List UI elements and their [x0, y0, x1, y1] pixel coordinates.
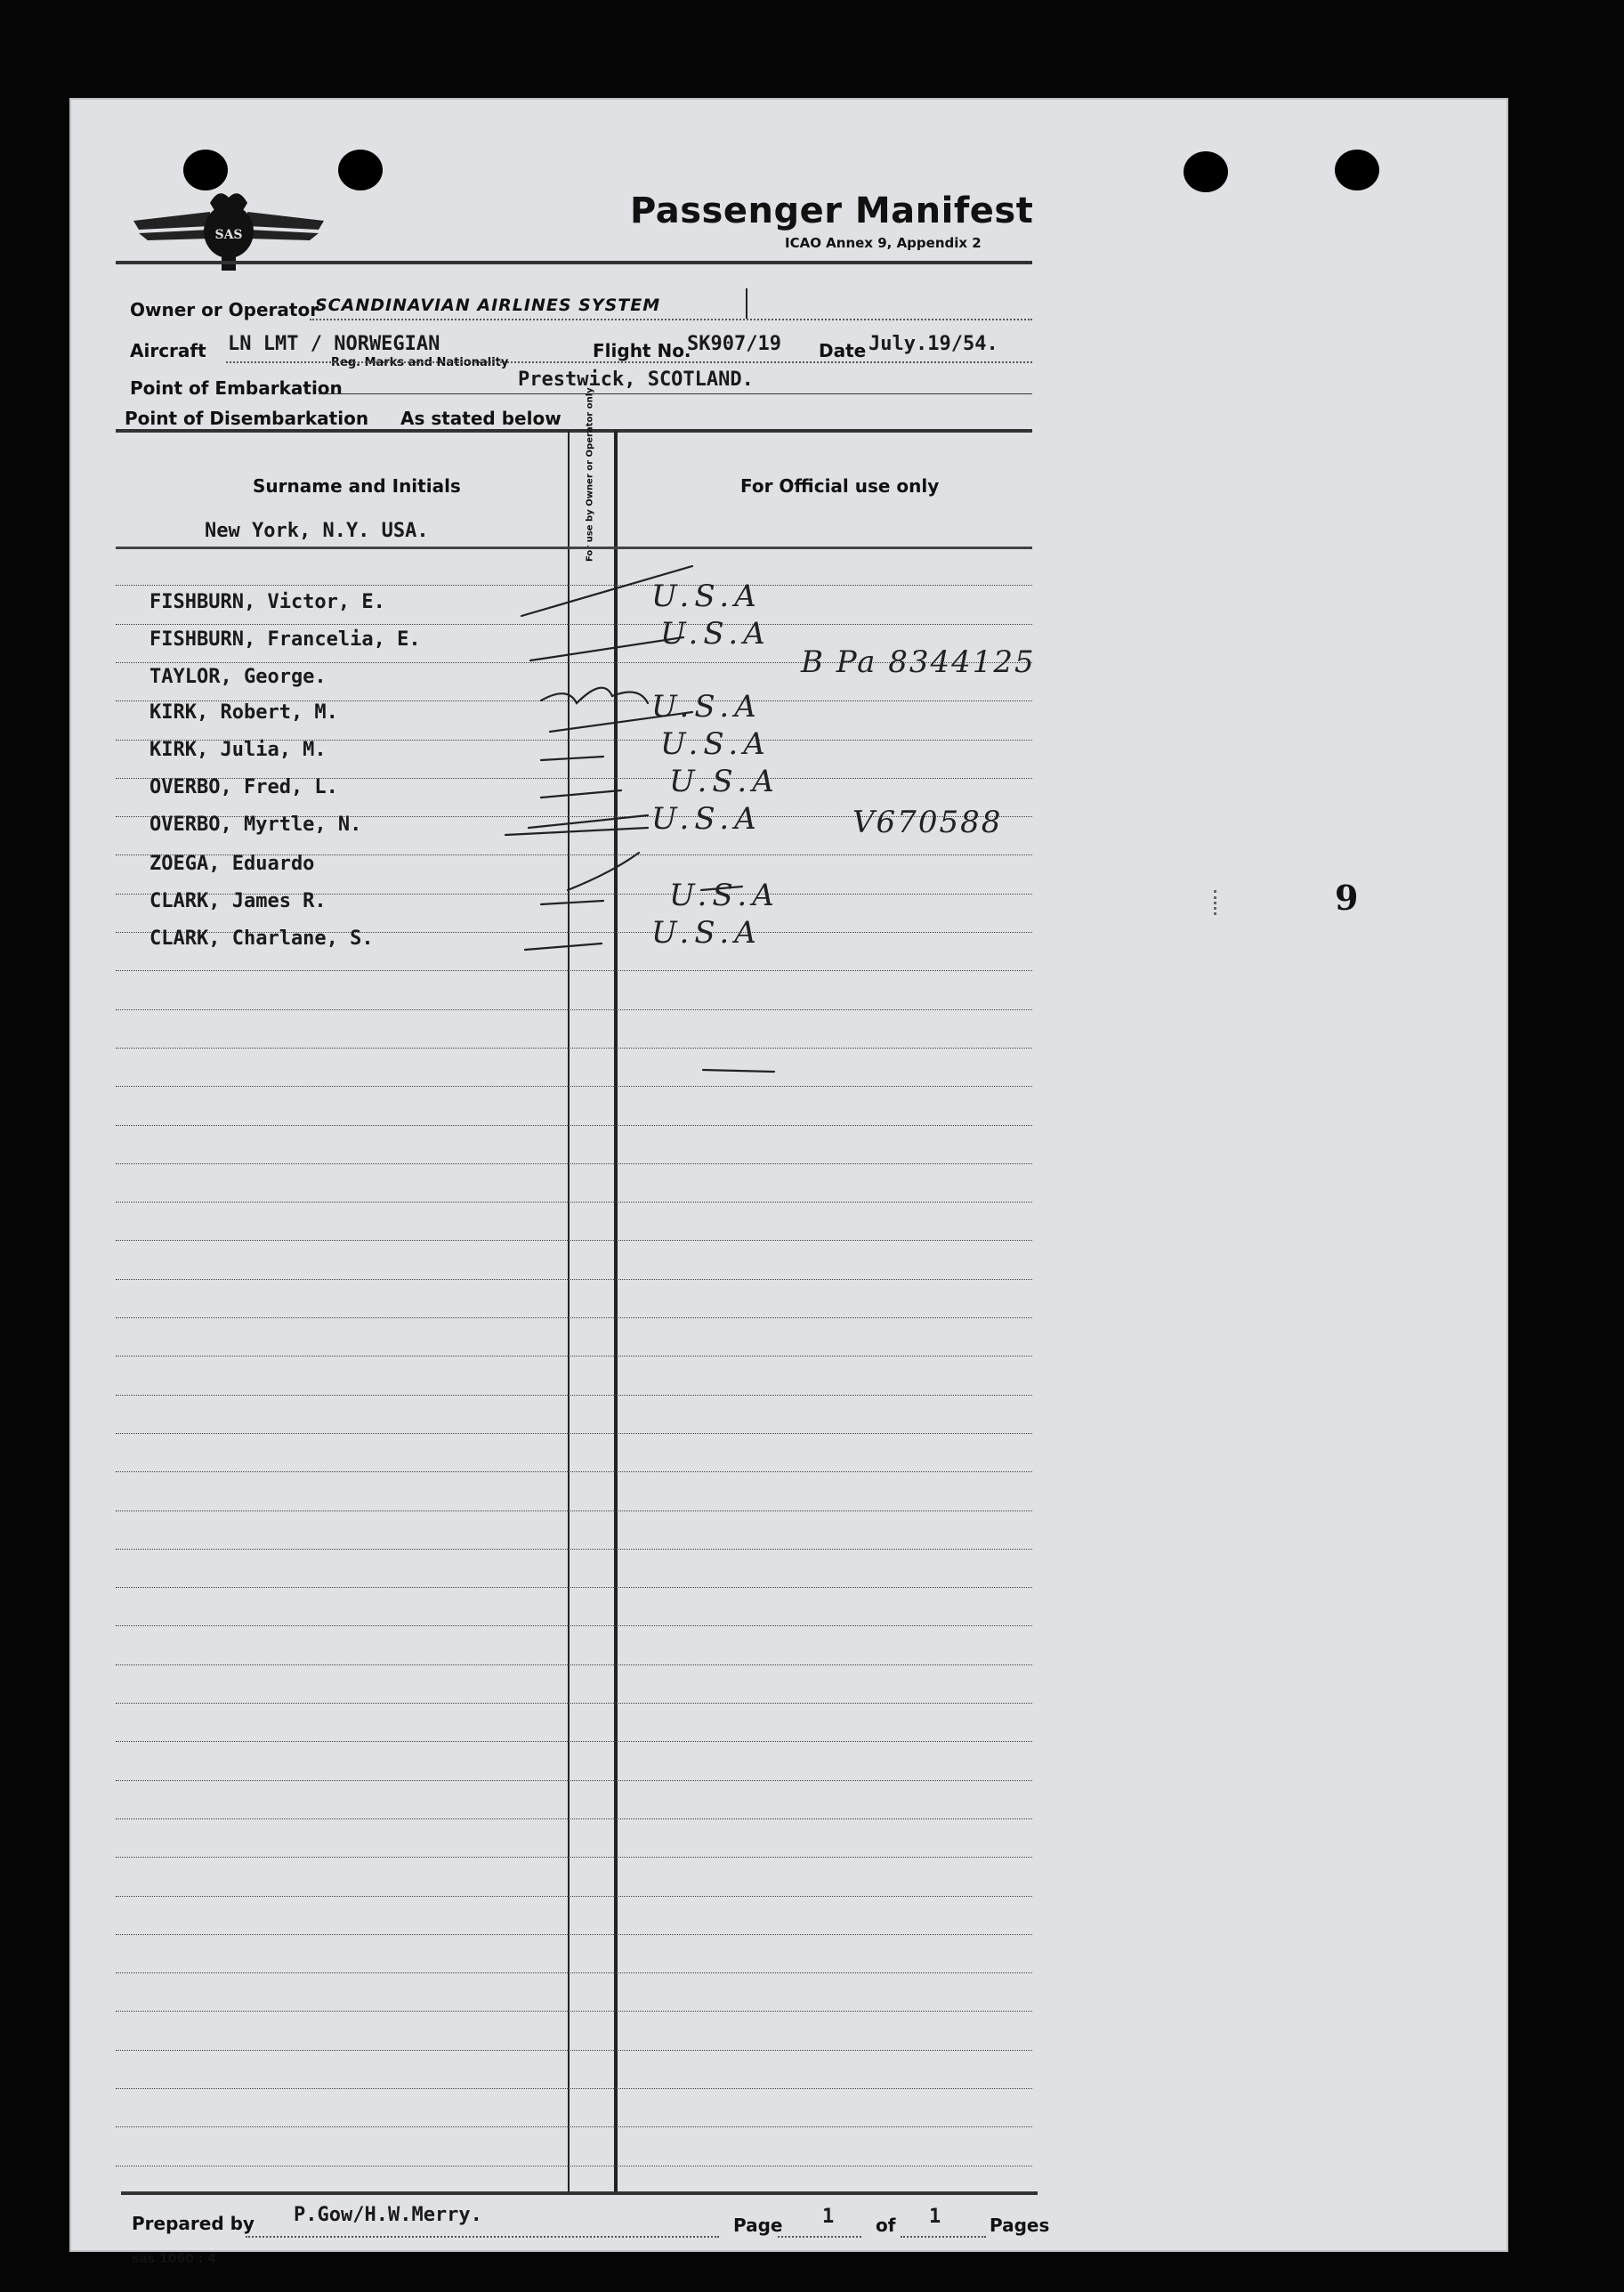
official-note: B Pa 8344125: [801, 644, 1036, 680]
prepared-line: [246, 2236, 719, 2238]
date-value: July.19/54.: [869, 333, 998, 355]
passenger-name: FISHBURN, Francelia, E.: [149, 628, 421, 651]
embark-value: Prestwick, SCOTLAND.: [518, 369, 754, 391]
form-code: sas 1060 : 4: [132, 2252, 217, 2266]
passenger-name: KIRK, Julia, M.: [149, 739, 327, 761]
passenger-name: KIRK, Robert, M.: [149, 701, 338, 724]
official-entry: U.S.A: [651, 579, 762, 614]
footer-rule: [121, 2191, 1038, 2195]
date-label: Date: [819, 340, 867, 361]
passenger-name: OVERBO, Myrtle, N.: [149, 814, 362, 836]
destination-header: New York, N.Y. USA.: [205, 520, 429, 542]
page-subtitle: ICAO Annex 9, Appendix 2: [785, 235, 982, 251]
owner-value: SCANDINAVIAN AIRLINES SYSTEM: [315, 296, 661, 315]
side-page-mark: 9: [1335, 878, 1359, 918]
pages-label: Pages: [990, 2215, 1050, 2236]
page-title: Passenger Manifest: [630, 190, 1034, 231]
disembark-label: Point of Disembarkation: [125, 408, 369, 429]
passenger-name: TAYLOR, George.: [149, 666, 327, 688]
passenger-name: CLARK, James R.: [149, 890, 327, 912]
passenger-name: CLARK, Charlane, S.: [149, 927, 374, 950]
manifest-sheet: [69, 98, 1508, 2266]
passenger-name: FISHBURN, Victor, E.: [149, 591, 385, 613]
page-value: 1: [822, 2206, 835, 2228]
official-entry: U.S.A: [651, 801, 762, 837]
col-surname-header: Surname and Initials: [253, 475, 461, 497]
official-entry: U.S.A: [660, 726, 771, 762]
official-entry: U.S.A: [660, 616, 771, 652]
smudge-mark: [1214, 890, 1224, 915]
passenger-name: ZOEGA, Eduardo: [149, 853, 315, 875]
embark-label: Point of Embarkation: [130, 377, 343, 399]
of-label: of: [876, 2215, 896, 2236]
prepared-label: Prepared by: [132, 2213, 255, 2234]
page-line: [778, 2236, 861, 2238]
passenger-name: OVERBO, Fred, L.: [149, 776, 338, 798]
official-note: V670588: [852, 805, 1003, 840]
official-entry: U.S.A: [651, 689, 762, 725]
official-entry: U.S.A: [669, 878, 780, 913]
svg-text:SAS: SAS: [214, 228, 243, 242]
owner-label: Owner or Operator: [130, 299, 319, 320]
reg-note: Reg. Marks and Nationality: [331, 356, 509, 369]
of-line: [901, 2236, 986, 2238]
tick-marks: [69, 98, 1508, 2252]
flight-value: SK907/19: [687, 333, 781, 355]
prepared-value: P.Gow/H.W.Merry.: [294, 2204, 482, 2226]
aircraft-value: LN LMT / NORWEGIAN: [228, 333, 440, 355]
page-label: Page: [733, 2215, 783, 2236]
of-value: 1: [929, 2206, 941, 2228]
official-entry: U.S.A: [651, 915, 762, 951]
aircraft-label: Aircraft: [130, 340, 206, 361]
disembark-value: As stated below: [400, 408, 562, 429]
flight-label: Flight No.: [593, 340, 691, 361]
col-official-header: For Official use only: [740, 475, 940, 497]
col-operator-header: For use by Owner or Operator only: [585, 387, 594, 562]
official-entry: U.S.A: [669, 764, 780, 799]
